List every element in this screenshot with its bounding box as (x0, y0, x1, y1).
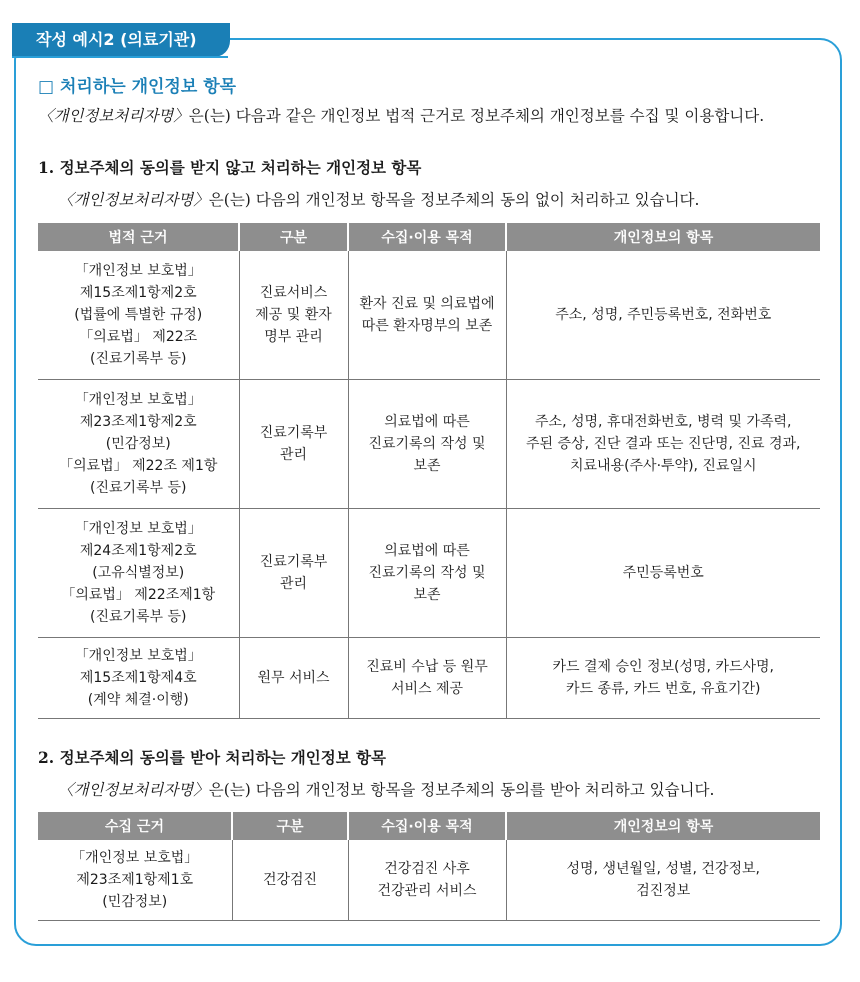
part1-placeholder: 〈개인정보처리자명〉 (58, 191, 209, 209)
cell-items: 성명, 생년월일, 성별, 건강정보, 검진정보 (506, 840, 820, 920)
cell-items: 카드 결제 승인 정보(성명, 카드사명, 카드 종류, 카드 번호, 유효기간) (506, 637, 820, 718)
intro-body: 은(는) 다음과 같은 개인정보 법적 근거로 정보주체의 개인정보를 수집 및 이용합니다. (188, 107, 765, 125)
cell-category: 진료기록부 관리 (239, 379, 348, 508)
part1-body: 은(는) 다음의 개인정보 항목을 정보주체의 동의 없이 처리하고 있습니다. (208, 191, 700, 209)
col-header-collection-basis: 수집 근거 (38, 812, 232, 840)
table-row (38, 508, 820, 637)
col-header-items: 개인정보의 항목 (506, 223, 820, 251)
col-header-category: 구분 (232, 812, 348, 840)
cell-collection-basis: 「개인정보 보호법」 제23조제1항제1호 (민감정보) (38, 840, 232, 920)
cell-category: 진료기록부 관리 (239, 508, 348, 637)
cell-legal-basis: 「개인정보 보호법」 제24조제1항제2호 (고유식별정보) 「의료법」 제22조제1항 (진료기록부 등) (38, 508, 239, 637)
table-row (38, 637, 820, 718)
cell-legal-basis: 「개인정보 보호법」 제15조제1항제2호 (법률에 특별한 규정) 「의료법」 제22조 (진료기록부 등) (38, 251, 239, 379)
part1-description (58, 188, 699, 210)
intro-text (38, 104, 764, 126)
part2-placeholder: 〈개인정보처리자명〉 (58, 781, 209, 799)
col-header-category: 구분 (239, 223, 348, 251)
part2-description (58, 778, 714, 800)
col-header-items: 개인정보의 항목 (506, 812, 820, 840)
cell-legal-basis: 「개인정보 보호법」 제23조제1항제2호 (민감정보) 「의료법」 제22조 제1항 (진료기록부 등) (38, 379, 239, 508)
col-header-legal-basis: 법적 근거 (38, 223, 239, 251)
cell-purpose: 건강검진 사후 건강관리 서비스 (348, 840, 506, 920)
cell-items: 주소, 성명, 주민등록번호, 전화번호 (506, 251, 820, 379)
cell-purpose: 진료비 수납 등 원무 서비스 제공 (348, 637, 506, 718)
tab-underline (12, 56, 228, 58)
intro-placeholder: 〈개인정보처리자명〉 (38, 107, 189, 125)
section-heading: □ 처리하는 개인정보 항목 (38, 77, 237, 97)
example-tab-label: 작성 예시2 (의료기관) (12, 23, 230, 57)
table-row (38, 251, 820, 379)
table-row (38, 840, 820, 920)
cell-category: 원무 서비스 (239, 637, 348, 718)
part1-heading: 1. 정보주체의 동의를 받지 않고 처리하는 개인정보 항목 (38, 158, 422, 177)
cell-purpose: 환자 진료 및 의료법에 따른 환자명부의 보존 (348, 251, 506, 379)
cell-legal-basis: 「개인정보 보호법」 제15조제1항제4호 (계약 체결·이행) (38, 637, 239, 718)
part2-body: 은(는) 다음의 개인정보 항목을 정보주체의 동의를 받아 처리하고 있습니다. (208, 781, 715, 799)
cell-purpose: 의료법에 따른 진료기록의 작성 및 보존 (348, 508, 506, 637)
cell-category: 진료서비스 제공 및 환자 명부 관리 (239, 251, 348, 379)
cell-category: 건강검진 (232, 840, 348, 920)
col-header-purpose: 수집·이용 목적 (348, 223, 506, 251)
part2-heading: 2. 정보주체의 동의를 받아 처리하는 개인정보 항목 (38, 748, 387, 767)
table-row (38, 379, 820, 508)
part1-table (38, 223, 820, 719)
col-header-purpose: 수집·이용 목적 (348, 812, 506, 840)
cell-items: 주소, 성명, 휴대전화번호, 병력 및 가족력, 주된 증상, 진단 결과 또는 진단명, 진료 경과, 치료내용(주사·투약), 진료일시 (506, 379, 820, 508)
cell-items: 주민등록번호 (506, 508, 820, 637)
part2-table (38, 812, 820, 921)
cell-purpose: 의료법에 따른 진료기록의 작성 및 보존 (348, 379, 506, 508)
